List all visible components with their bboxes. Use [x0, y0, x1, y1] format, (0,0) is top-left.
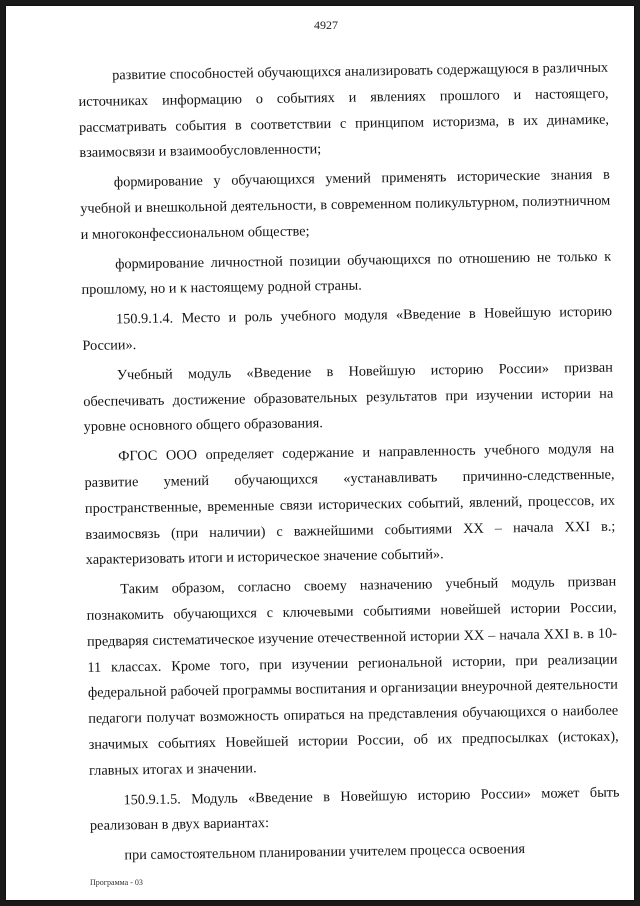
paragraph-9: при самостоятельном планировании учителем процесса освоения [124, 841, 526, 864]
paragraph-1: развитие способностей обучающихся анализировать содержащуюся в различных источниках информацию о событиях и явлениях прошлого и настоящего, рассматривать события в соответствии с принципом историзма, в их динамике, взаимосвязи и взаимообусловленности; [78, 59, 610, 162]
paragraph-7: Таким образом, согласно своему назначению учебный модуль призван познакомить обучающихся с ключевыми событиями новейшей истории России, предваряя систематическое изучение отечественной истории XX – начала XXI в. в 10-11 классах. Кроме того, при изучении региональной истории, при реализации федеральной рабочей программы воспитания и организации внеурочной деятельности педагоги получат возможность опираться на представления обучающихся о наиболее значимых событиях Новейшей истории России, об их предпосылках (истоках), главных итогах и значении. [86, 573, 619, 779]
section-heading-150-9-1-5: 150.9.1.5. Модуль «Введение в Новейшую историю России» может быть реализован в двух вариантах: [89, 784, 620, 835]
paragraph-6: ФГОС ООО определяет содержание и направленность учебного модуля на развитие умений обучающихся «устанавливать причинно-следственные, пространственные, временные связи исторических событий, явлений, процессов, их взаимосвязь (при наличии) с важнейшими событиями XX – начала XXI в.; характеризовать итоги и историческое значение событий». [84, 440, 616, 569]
paragraph-2: формирование у обучающихся умений применять исторические знания в учебной и внешкольной деятельности, в современном поликультурном, полиэтничном и многоконфессиональном обществе; [80, 166, 611, 243]
paragraph-5: Учебный модуль «Введение в Новейшую историю России» призван обеспечивать достижение образовательных результатов при изучении истории на уровне основного общего образования. [83, 359, 614, 436]
document-page [6, 6, 634, 900]
footer-label: Программа - 03 [90, 878, 143, 887]
paragraph-3: формирование личностной позиции обучающихся по отношению не только к прошлому, но и к настоящему родной страны. [81, 248, 612, 299]
section-heading-150-9-1-4: 150.9.1.4. Место и роль учебного модуля «Введение в Новейшую историю России». [82, 303, 613, 354]
page-body [78, 56, 621, 870]
page-number: 4927 [314, 18, 338, 32]
